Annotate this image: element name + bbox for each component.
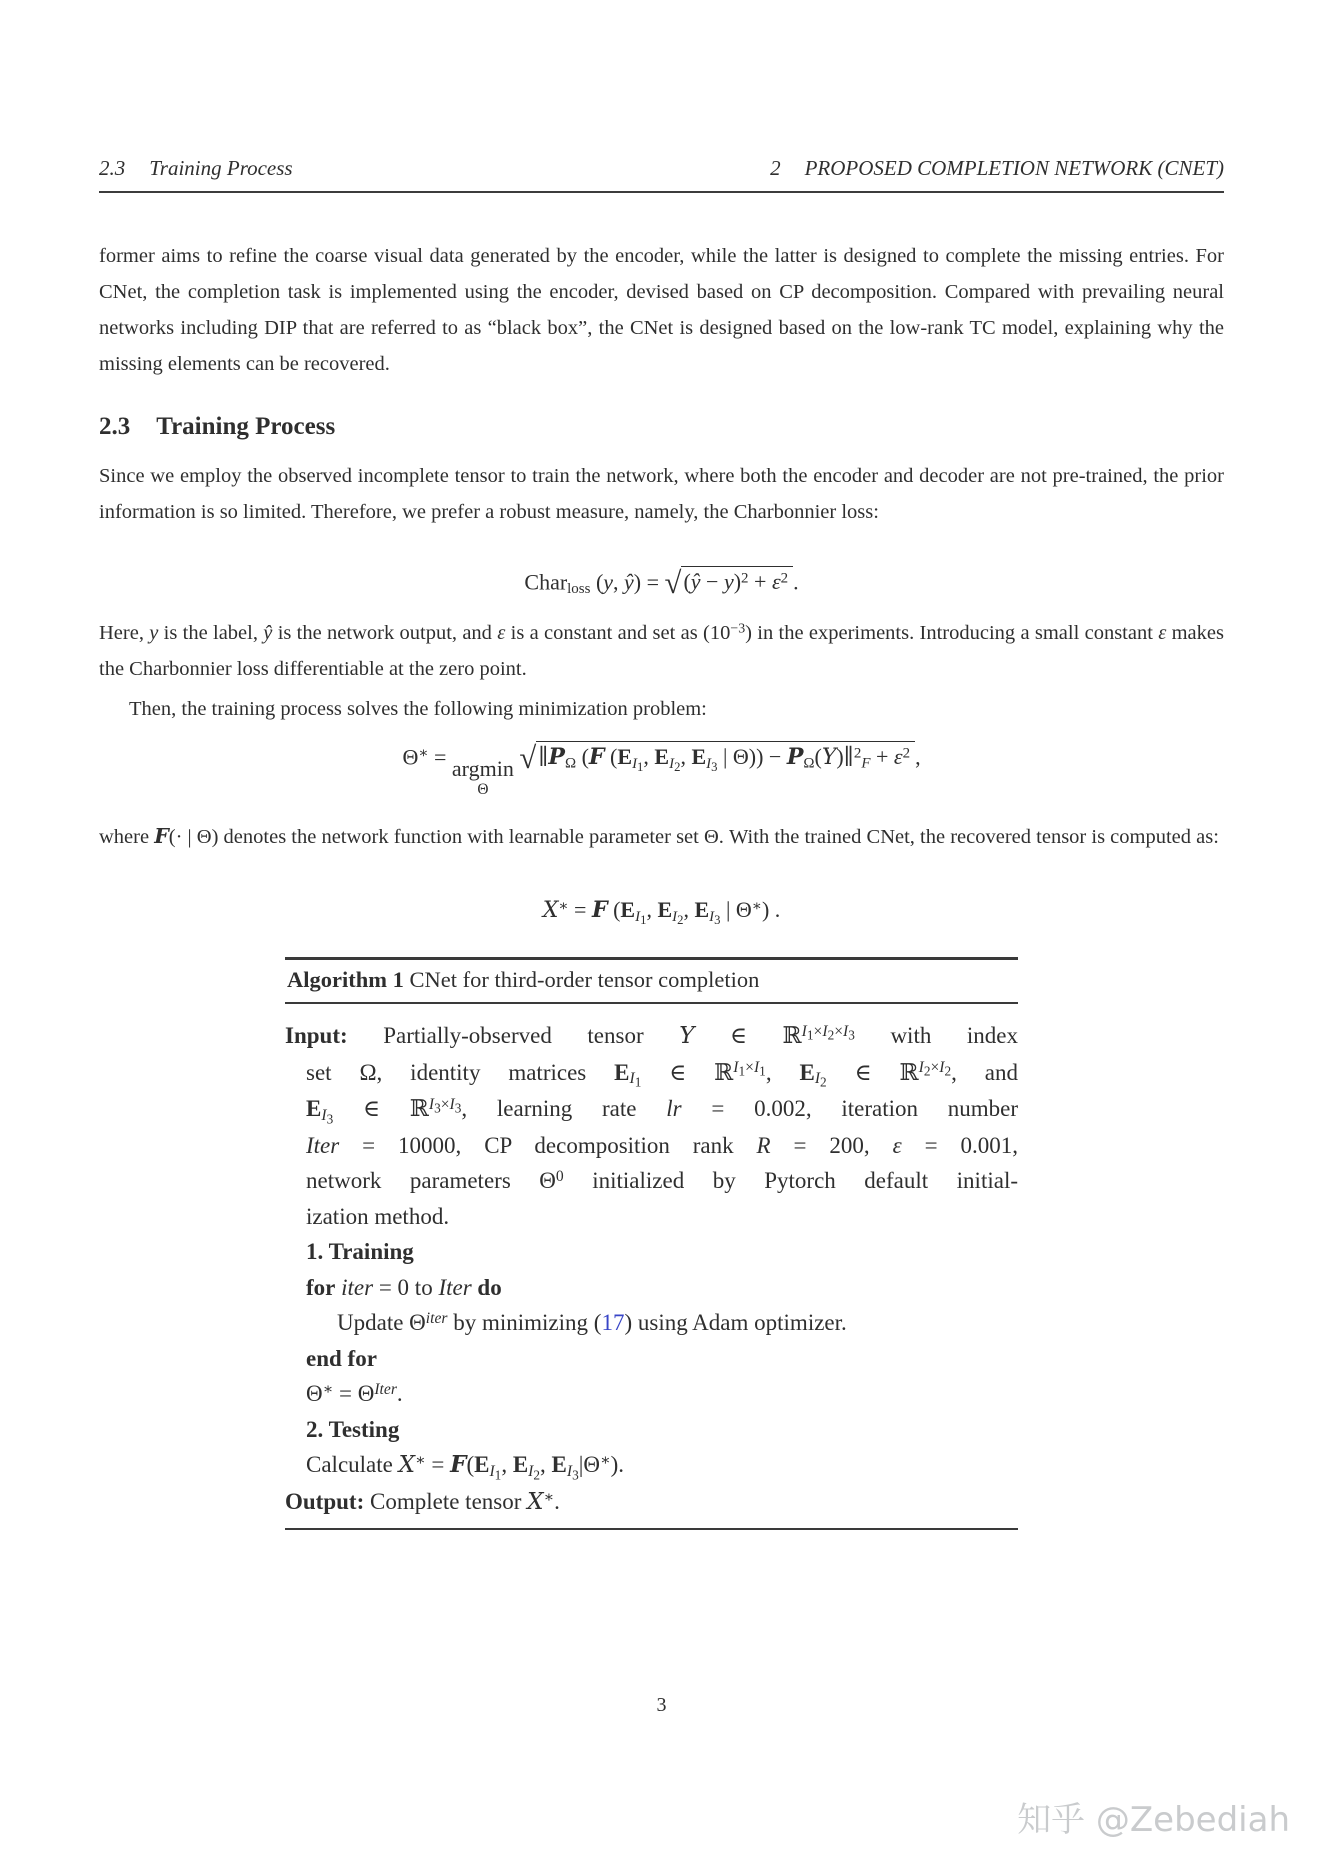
algorithm-caption-label: Algorithm 1: [287, 967, 404, 992]
algorithm-line-theta-star: $\Theta^∗ = \Theta^{Iter}$.: [306, 1380, 403, 1406]
paragraph-training-intro: Since we employ the observed incomplete tensor to train the network, where both the encoder and decoder are not pre-trained, the prior information is so limited. Therefore, we prefer a robust measure, namely, the Charbonnier loss:: [99, 465, 1224, 523]
algorithm-line-training: 1. Training: [306, 1239, 414, 1264]
algorithm-line-update: Update $\Theta^{iter}$ by minimizing (17) using Adam optimizer.: [337, 1309, 847, 1335]
running-head-right-number: 2: [770, 156, 781, 180]
paragraph-intro: former aims to refine the coarse visual data generated by the encoder, while the latter is designed to complete the missing entries. For CNet, the completion task is implemented using the encoder, devised based on CP decomposition. Compared with prevailing neural networks including DIP that are referred to as “black box”, the CNet is designed based on the low-rank TC model, explaining why the missing elements can be recovered.: [99, 245, 1224, 375]
running-head-left-title: Training Process: [149, 156, 293, 180]
equation-charbonnier-loss: Char$_{loss}$ (y, ŷ) = √(ŷ − $y)^2 + \varepsilon^2$ .: [524, 566, 799, 600]
algorithm-line-input-6: ization method.: [306, 1203, 450, 1229]
paragraph-epsilon-explanation: Here, y is the label, ŷ is the network output, and ε is a constant and set as $(10^{-3})$ in the experiments. Introducing a small constant ε makes the Charbonnier loss differentiable at the zero point.: [99, 621, 1224, 680]
page-number: 3: [656, 1694, 667, 1716]
algorithm-body: [285, 1004, 1018, 1520]
algorithm-line-calculate: Calculate $X^∗ = F(E_{I_1}$, $E_{I_2}$, $E_{I_3}|\Theta^∗$).: [306, 1451, 624, 1483]
algorithm-caption: [285, 960, 1018, 1002]
algorithm-line-output: Output: Complete tensor X∗.: [285, 1488, 560, 1515]
running-head-left: [99, 156, 293, 181]
algorithm-line-input-2: set Ω, identity matrices $E_{I_1}$ ∈ ℝ$^{I_1\times I_1}$, $E_{I_2}$ ∈ ℝ$^{I_2\times I_2}$, and: [306, 1059, 1018, 1090]
algorithm-line-input-4: Iter = 10000, CP decomposition rank R = 200, ε = 0.001,: [306, 1132, 1018, 1158]
equation-recovered-tensor: X∗ = F ($E_{I_1}$, $E_{I_2}$, $E_{I_3}$ | Θ∗) .: [542, 897, 781, 927]
equation-reference-link[interactable]: 17: [601, 1310, 625, 1335]
algorithm-line-input-1: Input: Partially-observed tensor Y ∈ ℝ$^{I_1\times I_2\times I_3}$ with index: [285, 1022, 1018, 1049]
algorithm-line-testing: 2. Testing: [306, 1416, 400, 1442]
section-number: 2.3: [99, 413, 131, 440]
algorithm-line-for: for iter = 0 to Iter do: [306, 1274, 502, 1300]
section-title: Training Process: [156, 413, 336, 440]
algorithm-bottom-rule: [285, 1528, 1018, 1530]
algorithm-caption-title: CNet for third-order tensor completion: [403, 967, 760, 992]
paragraph-network-function: where F(· | Θ) denotes the network function with learnable parameter set Θ. With the trained CNet, the recovered tensor is computed as:: [99, 824, 1219, 848]
algorithm-box: [285, 957, 1018, 1530]
running-head-left-number: 2.3: [99, 156, 126, 180]
header-rule: [99, 191, 1224, 193]
section-heading: [99, 413, 1224, 441]
watermark: 知乎 @Zebediah: [1017, 1800, 1290, 1840]
algorithm-line-input-3: $E_{I_3}$ ∈ ℝ$^{I_3\times I_3}$, learning rate lr = 0.002, iteration number: [306, 1095, 1018, 1127]
equation-minimization-problem: Θ∗ = argmin Θ $√\parallel P_\Omega$ (F ($E_{I_1}$, $E_{I_2}$, $E_{I_3}$ | $\Theta)) - P_\Omega(Y)\parallel^2_F + \varepsilon^2$ ,: [402, 741, 921, 798]
running-head: [99, 156, 1224, 181]
paragraph-then-training: Then, the training process solves the following minimization problem:: [129, 698, 707, 720]
running-head-right: [770, 156, 1224, 181]
algorithm-line-end-for: end for: [306, 1345, 377, 1371]
running-head-right-title: PROPOSED COMPLETION NETWORK (CNET): [804, 156, 1224, 180]
algorithm-line-input-5: network parameters $\Theta^0$ initialized by Pytorch default initial-: [306, 1167, 1018, 1193]
